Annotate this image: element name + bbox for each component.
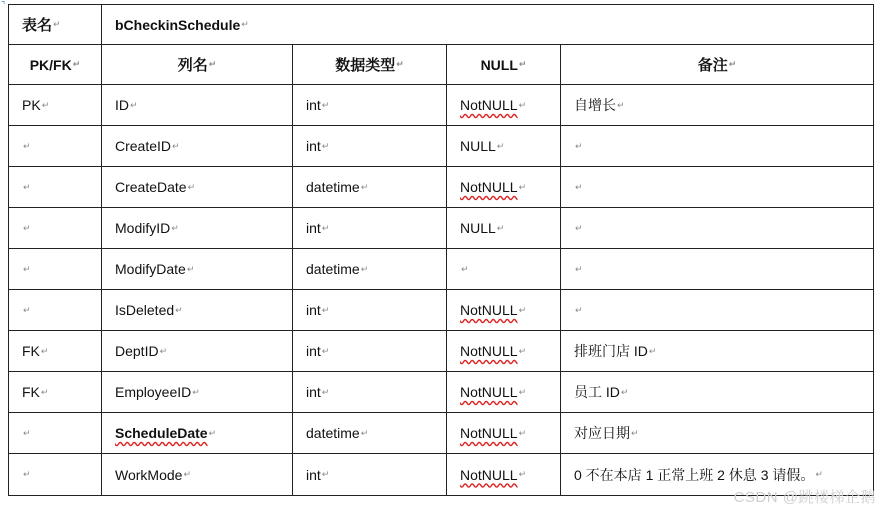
paragraph-mark: ↵ <box>321 469 330 479</box>
data-type-cell <box>292 208 446 248</box>
null-cell <box>446 167 560 207</box>
paragraph-mark: ↵ <box>575 263 583 274</box>
remark-cell <box>560 249 873 289</box>
paragraph-mark: ↵ <box>321 222 330 233</box>
remark-value: 排班门店 ID <box>574 343 648 359</box>
paragraph-mark: ↵ <box>130 99 138 110</box>
data-type-value: datetime <box>306 425 360 441</box>
paragraph-mark: ↵ <box>40 386 49 397</box>
paragraph-mark: ↵ <box>192 386 200 397</box>
column-name-value: ID <box>115 97 129 113</box>
table-row <box>9 85 873 126</box>
remark-value: 0 不在本店 1 正常上班 2 休息 3 请假。 <box>574 466 815 483</box>
data-type-cell <box>292 454 446 495</box>
column-name-cell <box>101 126 292 166</box>
column-name-cell <box>101 249 292 289</box>
paragraph-mark: ↵ <box>23 427 31 438</box>
data-type-cell <box>292 290 446 330</box>
column-name-cell <box>101 454 292 495</box>
column-name-value: IsDeleted <box>115 302 175 318</box>
header-data-type <box>292 45 446 84</box>
paragraph-mark: ↵ <box>360 263 369 274</box>
null-value: NotNULL <box>460 343 518 359</box>
paragraph-mark: ↵ <box>518 469 527 479</box>
pkfk-cell <box>9 208 101 248</box>
table-row <box>9 290 873 331</box>
paragraph-mark: ↵ <box>72 59 81 69</box>
data-type-value: int <box>306 97 321 113</box>
remark-cell <box>560 85 873 125</box>
paragraph-mark: ↵ <box>23 222 31 233</box>
paragraph-mark: ↵ <box>23 263 31 274</box>
table-row <box>9 331 873 372</box>
null-cell <box>446 208 560 248</box>
data-type-cell <box>292 85 446 125</box>
paragraph-mark: ↵ <box>241 19 249 29</box>
column-name-value: WorkMode <box>115 466 183 483</box>
paragraph-mark: ↵ <box>321 99 330 110</box>
data-type-cell <box>292 249 446 289</box>
paragraph-mark: ↵ <box>396 59 404 69</box>
paragraph-mark: ↵ <box>172 140 180 151</box>
remark-value: 对应日期 <box>574 425 630 441</box>
null-cell <box>446 454 560 495</box>
header-remark <box>560 45 873 84</box>
data-type-value: int <box>306 384 321 400</box>
paragraph-mark: ↵ <box>23 140 31 151</box>
table-name-label-cell <box>9 5 101 44</box>
column-name-cell <box>101 208 292 248</box>
pkfk-cell <box>9 454 101 495</box>
paragraph-mark: ↵ <box>575 222 583 233</box>
pkfk-cell <box>9 167 101 207</box>
paragraph-mark: ↵ <box>461 263 469 274</box>
null-cell <box>446 249 560 289</box>
table-row <box>9 167 873 208</box>
column-name-cell <box>101 413 292 453</box>
data-type-value: datetime <box>306 261 360 277</box>
watermark: CSDN @跳楼梯企鹅 <box>733 489 876 506</box>
null-cell <box>446 372 560 412</box>
data-type-cell <box>292 331 446 371</box>
paragraph-mark: ↵ <box>518 386 527 397</box>
paragraph-mark: ↵ <box>518 99 527 110</box>
null-value: NotNULL <box>460 384 518 400</box>
paragraph-mark: ↵ <box>631 427 639 438</box>
corner-mark: ⌝ <box>1 0 6 10</box>
table-name-label: 表名 <box>22 17 53 34</box>
paragraph-mark: ↵ <box>321 304 330 315</box>
data-type-value: int <box>306 343 321 359</box>
paragraph-mark: ↵ <box>186 263 195 274</box>
null-cell <box>446 331 560 371</box>
paragraph-mark: ↵ <box>575 140 583 151</box>
null-value: NULL <box>460 220 496 236</box>
paragraph-mark: ↵ <box>159 345 168 356</box>
table-row <box>9 249 873 290</box>
paragraph-mark: ↵ <box>815 469 823 479</box>
header-null-label: NULL <box>480 56 518 73</box>
table-name-value-cell <box>101 5 873 44</box>
data-type-cell <box>292 167 446 207</box>
paragraph-mark: ↵ <box>518 59 527 69</box>
null-cell <box>446 126 560 166</box>
table-name-value: bCheckinSchedule <box>115 16 241 33</box>
schema-table <box>8 4 874 496</box>
column-name-value: DeptID <box>115 343 159 359</box>
remark-cell <box>560 167 873 207</box>
header-pkfk-label: PK/FK <box>29 56 72 73</box>
column-name-cell <box>101 372 292 412</box>
paragraph-mark: ↵ <box>321 386 330 397</box>
pkfk-value: PK <box>22 97 41 113</box>
pkfk-value: FK <box>22 384 40 400</box>
column-name-value: CreateID <box>115 138 172 154</box>
paragraph-mark: ↵ <box>518 304 527 315</box>
paragraph-mark: ↵ <box>41 99 50 110</box>
remark-value: 自增长 <box>574 97 616 113</box>
null-cell <box>446 290 560 330</box>
paragraph-mark: ↵ <box>175 304 183 315</box>
header-column-name <box>101 45 292 84</box>
paragraph-mark: ↵ <box>208 427 217 438</box>
header-row <box>9 45 873 85</box>
header-data-type-label: 数据类型 <box>335 57 396 74</box>
column-name-value: ModifyID <box>115 220 171 236</box>
pkfk-cell <box>9 85 101 125</box>
table-name-row <box>9 5 873 45</box>
data-type-value: int <box>306 302 321 318</box>
remark-cell <box>560 331 873 371</box>
header-column-name-label: 列名 <box>177 57 208 74</box>
paragraph-mark: ↵ <box>575 304 583 315</box>
column-name-value: EmployeeID <box>115 384 192 400</box>
table-row <box>9 126 873 167</box>
remark-cell <box>560 372 873 412</box>
paragraph-mark: ↵ <box>23 304 31 315</box>
null-value: NotNULL <box>460 425 518 441</box>
null-value: NotNULL <box>460 466 518 483</box>
remark-cell <box>560 126 873 166</box>
column-name-cell <box>101 331 292 371</box>
paragraph-mark: ↵ <box>728 59 737 69</box>
column-name-cell <box>101 85 292 125</box>
pkfk-cell <box>9 413 101 453</box>
paragraph-mark: ↵ <box>53 19 61 29</box>
paragraph-mark: ↵ <box>617 99 625 110</box>
pkfk-value: FK <box>22 343 40 359</box>
remark-cell <box>560 413 873 453</box>
paragraph-mark: ↵ <box>183 469 191 479</box>
paragraph-mark: ↵ <box>620 386 629 397</box>
paragraph-mark: ↵ <box>496 140 505 151</box>
column-name-value: ScheduleDate <box>115 425 208 441</box>
column-name-value: ModifyDate <box>115 261 186 277</box>
pkfk-cell <box>9 290 101 330</box>
paragraph-mark: ↵ <box>360 181 369 192</box>
data-type-cell <box>292 126 446 166</box>
table-row <box>9 413 873 454</box>
paragraph-mark: ↵ <box>518 427 527 438</box>
table-row <box>9 372 873 413</box>
remark-cell <box>560 290 873 330</box>
paragraph-mark: ↵ <box>575 181 583 192</box>
pkfk-cell <box>9 372 101 412</box>
data-type-value: int <box>306 466 321 483</box>
data-type-value: int <box>306 138 321 154</box>
paragraph-mark: ↵ <box>496 222 505 233</box>
null-value: NULL <box>460 138 496 154</box>
pkfk-cell <box>9 249 101 289</box>
data-type-cell <box>292 372 446 412</box>
paragraph-mark: ↵ <box>518 181 527 192</box>
paragraph-mark: ↵ <box>187 181 196 192</box>
data-type-cell <box>292 413 446 453</box>
remark-value: 员工 ID <box>574 384 620 400</box>
pkfk-cell <box>9 331 101 371</box>
header-remark-label: 备注 <box>697 57 728 74</box>
paragraph-mark: ↵ <box>23 181 31 192</box>
pkfk-cell <box>9 126 101 166</box>
paragraph-mark: ↵ <box>321 345 330 356</box>
column-name-cell <box>101 290 292 330</box>
paragraph-mark: ↵ <box>648 345 657 356</box>
paragraph-mark: ↵ <box>23 469 31 479</box>
data-type-value: datetime <box>306 179 360 195</box>
table-row <box>9 208 873 249</box>
column-name-cell <box>101 167 292 207</box>
null-value: NotNULL <box>460 97 518 113</box>
null-cell <box>446 413 560 453</box>
paragraph-mark: ↵ <box>321 140 330 151</box>
paragraph-mark: ↵ <box>208 59 217 69</box>
remark-cell <box>560 208 873 248</box>
null-value: NotNULL <box>460 179 518 195</box>
null-value: NotNULL <box>460 302 518 318</box>
null-cell <box>446 85 560 125</box>
paragraph-mark: ↵ <box>518 345 527 356</box>
paragraph-mark: ↵ <box>40 345 49 356</box>
header-pkfk <box>9 45 101 84</box>
paragraph-mark: ↵ <box>360 427 369 438</box>
paragraph-mark: ↵ <box>171 222 179 233</box>
header-null <box>446 45 560 84</box>
data-type-value: int <box>306 220 321 236</box>
column-name-value: CreateDate <box>115 179 187 195</box>
